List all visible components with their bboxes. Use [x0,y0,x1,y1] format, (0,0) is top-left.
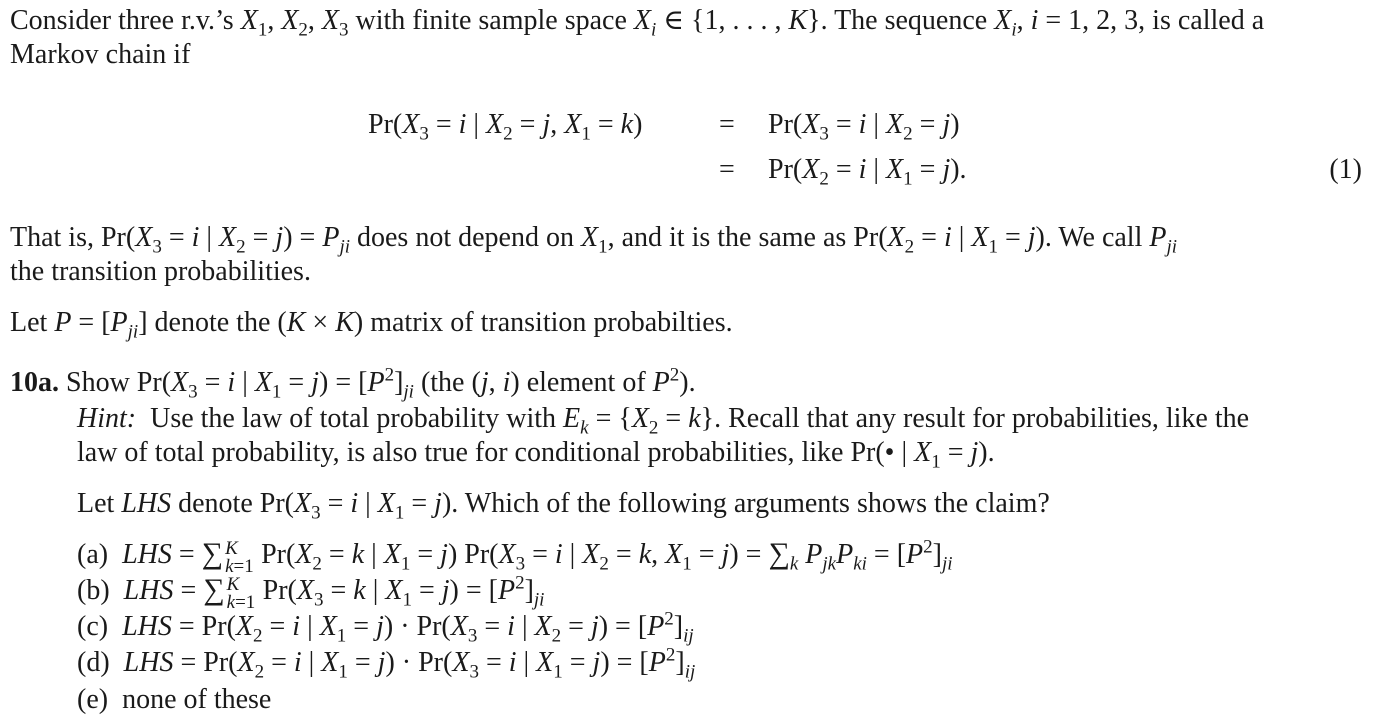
matrix-definition: Let $P = [P_{ji}]$ denote the (K × K) matrix of transition probabilties. [10,307,733,343]
equation-number: (1) [1329,154,1362,185]
transition-line-1: That is, $Pr(X_3 = i$ | $X_2 = j) = P_{ji}$ does not depend on $X_1$, and it is the same as $Pr(X_2 = i$ | $X_1 = j$). We call $P_{ji}$ [10,222,1178,258]
hint-line-2: law of total probability, is also true for conditional probabilities, like Pr(• | $X_1 = j$). [77,437,995,473]
transition-line-2: the transition probabilities. [10,256,311,287]
question-statement: 10a. Show $Pr(X_3 = i$ | $X_1 = j) = [P^2]_{ji}$ (the (j, i) element of $P^2$). [10,364,696,403]
equation-equals-1: = [719,109,735,140]
transition-paragraph [10,221,1362,289]
intro-paragraph [10,4,1362,72]
option-label: (a) [77,539,109,570]
option-b[interactable]: (b) LHS = ∑ K k=1 $Pr(X_3 = k$ | $X_1 = j) = [P^2]_{ji}$ [77,572,545,613]
intro-line-2: Markov chain if [10,39,191,70]
equation-rhs-2: $Pr(X_2 = i$ | $X_1 = j$). [768,154,967,190]
option-d[interactable]: (d) LHS = $Pr(X_2 = i$ | $X_1 = j) \cdot Pr(X_3 = i$ | $X_1 = j) = [P^2]_{ij}$ [77,644,696,683]
equation-lhs: $Pr(X_3 = i$ | $X_2 = j$, $X_1 = k$) [368,109,643,145]
equation-equals-2: = [719,154,735,185]
option-a[interactable]: (a) LHS = ∑ K k=1 $Pr(X_2 = k$ | $X_1 = j$) $Pr(X_3 = i$ | $X_2 = k$, $X_1 = j) = \sum_k$ $P_{jk}P_{ki} = [P^2]_{ji}$ [77,536,953,577]
option-e[interactable] [77,683,271,717]
option-c[interactable]: (c) LHS = $Pr(X_2 = i$ | $X_1 = j) \cdot Pr(X_3 = i$ | $X_2 = j) = [P^2]_{ij}$ [77,608,694,647]
option-label: (b) [77,575,110,606]
option-label: (c) [77,611,109,642]
option-label: (d) [77,647,110,678]
equation-rhs-1: $Pr(X_3 = i$ | $X_2 = j$) [768,109,960,145]
hint-block [77,402,1362,473]
option-e-text: none of these [122,684,272,715]
question-label: 10a. [10,367,59,398]
question-prompt: Let LHS denote $Pr(X_3 = i$ | $X_1 = j$). Which of the following arguments shows the claim? [77,488,1050,524]
option-label: (e) [77,684,109,715]
hint-label: Hint: [77,403,137,434]
intro-line-1: Consider three r.v.’s $X_1$, $X_2$, $X_3$ with finite sample space $X_i$ ∈ {1, . . . , K}. The sequence $X_i$, i = 1, 2, 3, is called a [10,5,1265,41]
hint-line-1: Hint: Use the law of total probability with $E_k = \{X_2 = k\}$. Recall that any result for probabilities, like the [77,403,1250,439]
